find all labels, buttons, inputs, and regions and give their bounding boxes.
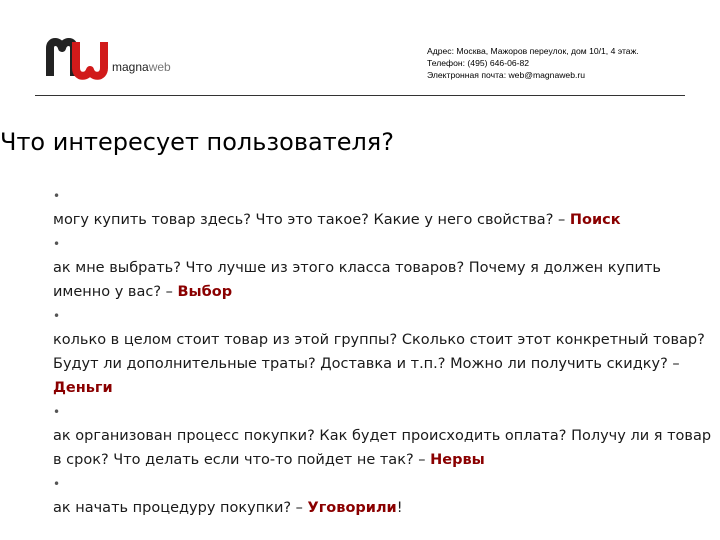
bullet-icon: • bbox=[53, 477, 61, 491]
item-keyword: Деньги bbox=[53, 380, 113, 396]
item-text: ак мне выбрать? Что лучше из этого класса товаров? Почему я должен купить именно у вас? – bbox=[53, 260, 661, 300]
magnaweb-logo[interactable] bbox=[46, 36, 186, 82]
item-keyword: Поиск bbox=[569, 212, 621, 228]
item-text: могу купить товар здесь? Что это такое? Какие у него свойства? – bbox=[53, 212, 570, 228]
bullet-icon: • bbox=[53, 405, 61, 419]
bullet-icon: • bbox=[53, 309, 61, 323]
magnaweb-logo-icon bbox=[46, 36, 112, 82]
list-item bbox=[53, 328, 713, 400]
question-list bbox=[53, 184, 713, 520]
list-item bbox=[53, 496, 713, 520]
item-text: ак начать процедуру покупки? – bbox=[53, 500, 308, 516]
item-text: колько в целом стоит товар из этой группы? Сколько стоит этот конкретный товар? Будут ли дополнительные траты? Доставка и т.п.? Можно ли получить скидку? – bbox=[53, 332, 705, 372]
contact-email[interactable]: Электронная почта: web@magnaweb.ru bbox=[427, 70, 586, 80]
item-keyword: Нервы bbox=[430, 452, 485, 468]
page-title: Что интересует пользователя? bbox=[0, 128, 394, 156]
bullet-icon: • bbox=[53, 237, 61, 251]
header-divider bbox=[35, 95, 685, 96]
list-item bbox=[53, 424, 713, 472]
item-text: ак организован процесс покупки? Как будет происходить оплата? Получу ли я товар в срок? Что делать если что-то пойдет не так? – bbox=[53, 428, 712, 468]
logo-wordmark bbox=[112, 60, 171, 74]
item-keyword: Уговорили bbox=[307, 500, 397, 516]
logo-word-suffix: web bbox=[148, 60, 171, 74]
item-tail: ! bbox=[396, 500, 403, 516]
list-item bbox=[53, 208, 713, 232]
contact-address: Адрес: Москва, Мажоров переулок, дом 10/1, 4 этаж. bbox=[427, 46, 639, 56]
item-keyword: Выбор bbox=[177, 284, 233, 300]
bullet-icon: • bbox=[53, 189, 61, 203]
contact-phone: Телефон: (495) 646-06-82 bbox=[427, 58, 530, 68]
list-item bbox=[53, 256, 713, 304]
contact-info bbox=[427, 45, 639, 81]
logo-word: magna bbox=[112, 60, 149, 74]
